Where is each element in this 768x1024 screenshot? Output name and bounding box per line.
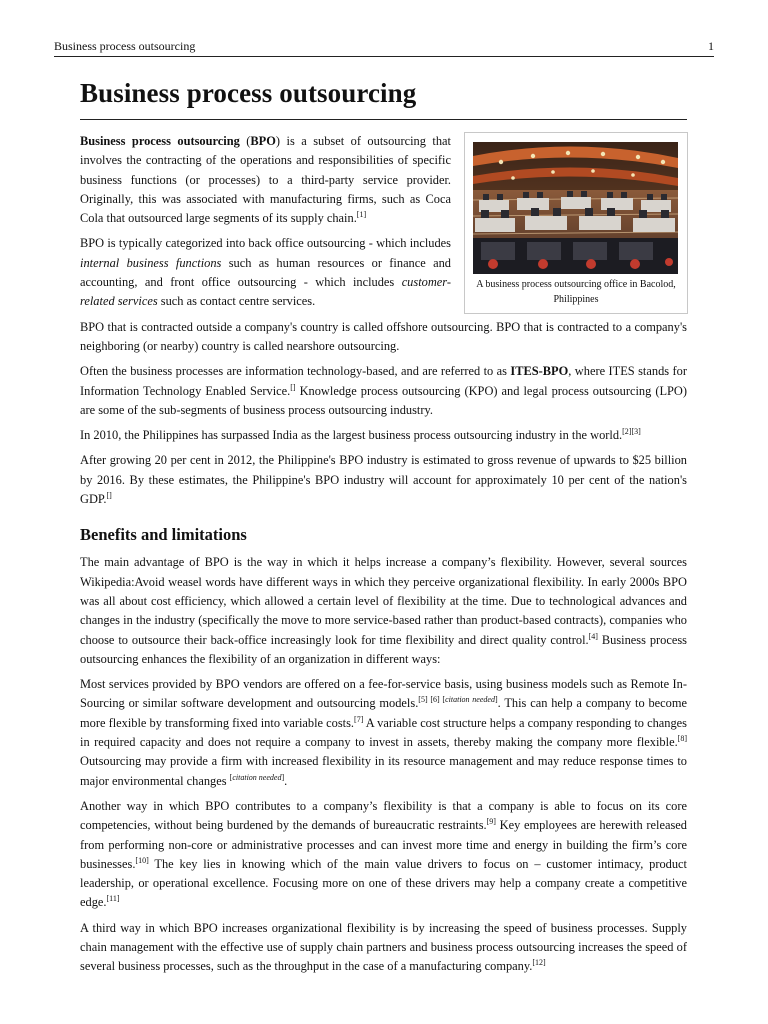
section-paragraph-4: A third way in which BPO increases organizational flexibility is by increasing the speed of business processes. Supply chain management with the effective use of supply chain partners and business process outsourcing increases the speed of several business processes, such as the throughput in the case of a manufacturing company.[12]	[80, 920, 687, 974]
intro-paragraph-2: BPO is typically categorized into back office outsourcing - which includes internal business functions such as human resources or finance and accounting, and front office outsourcing - which includes customer-related services such as contact centre services.	[80, 236, 451, 309]
citation[interactable]: [7]	[354, 714, 364, 724]
citation[interactable]: [9]	[486, 817, 496, 827]
section-paragraph-2: Most services provided by BPO vendors are offered on a fee-for-service basis, using business models such as Remote In-Sourcing or similar software development and outsourcing models.[5] [6] [citation needed]. This can help a company to become more flexible by transforming fixed into variable costs.[7] A variable cost structure helps a company responding to changes in required capacity and does not require a company to invest in assets, thereby making the company more flexible.[8] Outsourcing may provide a firm with increased flexibility in its resource management and may reduce response times to major environmental changes [citation needed].	[80, 677, 688, 788]
citation[interactable]: [2][3]	[622, 427, 641, 437]
internal-link[interactable]: internal business functions	[80, 255, 222, 270]
intro-paragraph-6: After growing 20 per cent in 2012, the Philippine's BPO industry is estimated to gross revenue of upwards to $25 billion by 2016. By these estimates, the Philippine's BPO industry will account for approximately 10 per cent of the nation's GDP.[]	[80, 453, 687, 507]
internal-link[interactable]: customer-related services	[80, 275, 451, 309]
citation[interactable]: [11]	[106, 894, 120, 904]
citation[interactable]: [5] [6] [citation needed]	[418, 695, 498, 705]
title-divider	[80, 119, 687, 120]
citation[interactable]: [4]	[588, 631, 598, 641]
intro-paragraph-1: Business process outsourcing (BPO) is a subset of outsourcing that involves the contracting of the operations and responsibilities of specific business functions (or processes) to a third-party service provider. Originally, this was associated with manufacturing firms, such as Coca Cola that outsourced large segments of its supply chain.[1]	[80, 134, 451, 226]
figure-caption: A business process outsourcing office in Bacolod, Philippines	[476, 279, 676, 305]
intro-paragraph-3: BPO that is contracted outside a company's country is called offshore outsourcing. BPO that is contracted to a company's neighboring (or nearby) country is called nearshore outsourcing.	[80, 319, 687, 353]
citation[interactable]: [citation needed]	[229, 772, 285, 782]
page-title: Business process outsourcing	[80, 78, 417, 108]
citation[interactable]: []	[290, 382, 296, 392]
running-title: Business process outsourcing	[54, 39, 196, 53]
citation[interactable]: [8]	[677, 733, 687, 743]
intro-paragraph-4: Often the business processes are information technology-based, and are referred to as ITES-BPO, where ITES stands for Information Technology Enabled Service.[] Knowledge process outsourcing (KPO) and legal process outsourcing (LPO) are some of the sub-segments of business process outsourcing industry.	[80, 364, 687, 417]
citation[interactable]: [12]	[532, 958, 546, 968]
page-number: 1	[708, 39, 714, 53]
citation[interactable]: [10]	[135, 855, 149, 865]
citation[interactable]: [1]	[356, 210, 367, 220]
running-header	[54, 36, 714, 57]
section-paragraph-1: The main advantage of BPO is the way in which it helps increase a company’s flexibility. However, several sources Wikipedia:Avoid weasel words have different ways in which they perceive organizational flexibility. In early 2000s BPO was all about cost efficiency, which allowed a certain level of flexibility at the time. Due to technological advances and changes in the industry (specifically the move to more service-based rather than product-based contracts), companies who choose to outsource their back-office increasingly look for time flexibility and direct quality control.[4] Business process outsourcing enhances the flexibility of an organization in different ways:	[80, 555, 688, 666]
citation[interactable]: []	[106, 490, 112, 500]
intro-paragraph-5: In 2010, the Philippines has surpassed India as the largest business process outsourcing industry in the world.[2][3]	[80, 427, 641, 443]
section-heading: Benefits and limitations	[80, 525, 247, 545]
article-body	[80, 132, 687, 983]
section-paragraph-3: Another way in which BPO contributes to a company’s flexibility is that a company is able to focus on its core competencies, without being burdened by the demands of bureaucratic restraints.[9] Key employees are herewith released from performing non-core or administrative processes and can invest more time and energy in building the firm’s core businesses.[10] The key lies in knowing which of the main value drivers to focus on – customer intimacy, product leadership, or operational excellence. Focusing more on one of these drivers may help a company create a competitive edge.[11]	[80, 798, 687, 910]
